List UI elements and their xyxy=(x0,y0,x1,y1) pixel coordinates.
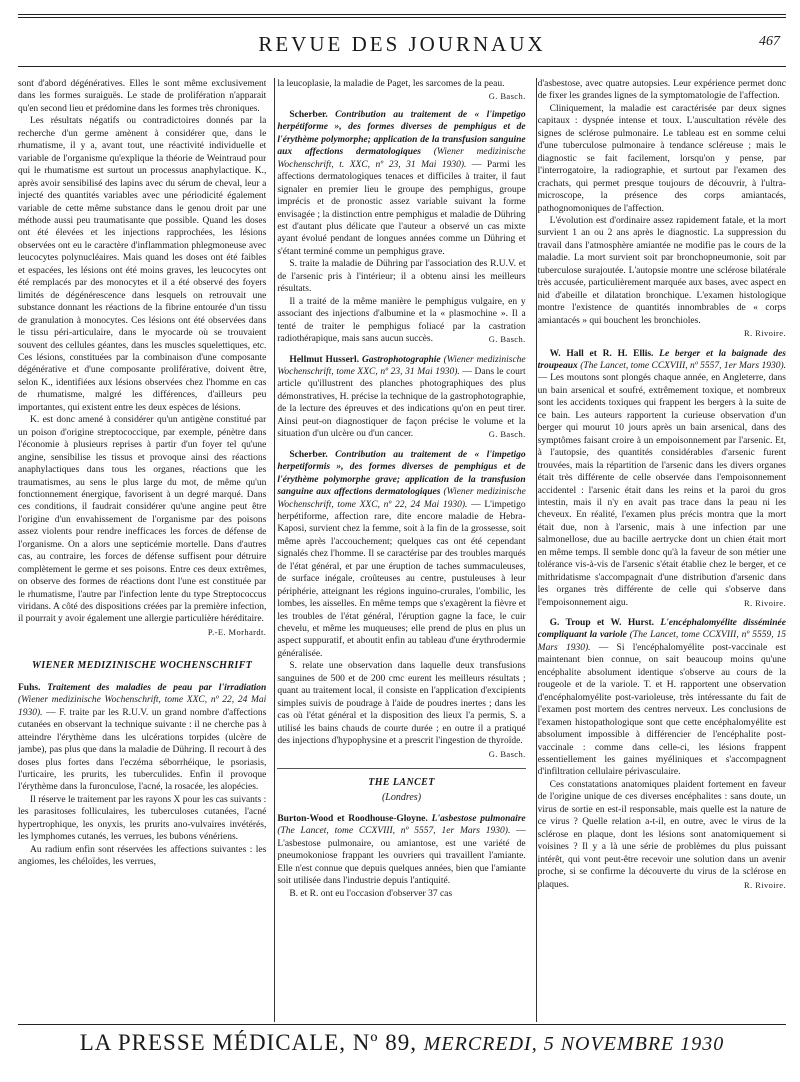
page-header-title: REVUE DES JOURNAUX xyxy=(258,32,546,56)
article-scherber-2 xyxy=(277,449,525,661)
article-source: (Wiener medizinische Wochenschrift, tome XXC, nº 22, 24 Mai 1930). xyxy=(18,695,267,718)
paragraph: sont d'abord dégénératives. Elles le sont même exclusivement dans les formes suraiguës. Le stade de prolifération n'apparait qu'en second lieu et prédomine dans les formes très chroniques. xyxy=(18,79,267,114)
paragraph: K. est donc amené à considérer qu'un antigène constitué par un poison d'origine streptococcique, par exemple, pénètre dans l'économie à plusieurs reprises à partir d'un foyer tel qu'une angine, sensibilise les tissus et provoque ainsi des réactions anaphylactiques dans tous les organes, réactions que les traumatismes, au sens le plus large du mot, de même qu'un fonctionnement énergique, favorisent à un degré marqué. Dans ces conditions, il faudrait considérer qu'une angine peut être l'origine d'un envahissement de l'organisme par des poisons assez violents pour rendre inefficaces les forces de défense de l'organisme. On a alors une septicémie mortelle. Dans d'autres cas, au contraire, les forces de défense suffisent pour détruire complètement le germe et ses poisons. Entre ces deux extrêmes, on observe des formes de réactions dont l'une est constituée par le rhumatisme, l'autre par l'infection lente du type Streptococcus viridans. A côté des dispositions créées par la première infection, il pourrait y avoir également une allergie particulière héréditaire. xyxy=(18,415,267,625)
signature: R. Rivoire. xyxy=(744,879,786,890)
top-rule-inner xyxy=(18,17,786,18)
column-1 xyxy=(18,78,266,1022)
paragraph-text: la leucoplasie, la maladie de Paget, les sarcomes de la peau. xyxy=(277,79,505,89)
article-source: (The Lancet, tome CCXVIII, nº 5557, 1er Mars 1930). xyxy=(277,826,511,837)
page-footer xyxy=(18,1030,786,1056)
paragraph: B. et R. ont eu l'occasion d'observer 37 cas xyxy=(289,888,453,899)
article-text: — Si l'encéphalomyélite post-vaccinale est maintenant bien connue, on sait beaucoup moins qu'une encéphalite absolument identique s'observe au cours de la rougeole et de la variole. T. et H. rapportent une observation d'encéphalomyélite post-varioleuse, très intéressante du fait de l'examen post mortem des centres nerveux. Les conclusions de l'examen histopathologique sont que cette encéphalomyélite est absolument impossible à différencier de l'encéphalite post-vaccinale : comme dans celle-ci, les lésions frappent essentiellement les gaines myéliniques et s'accompagnent d'infiltration cellulaire périvasculaire. xyxy=(537,642,786,778)
article-hall-ellis xyxy=(538,348,786,610)
section-divider xyxy=(277,768,525,769)
article-husserl xyxy=(277,354,525,441)
signature: R. Rivoire. xyxy=(744,597,786,608)
paragraph xyxy=(277,660,526,759)
signature: G. Basch. xyxy=(488,429,526,440)
paragraph: Cliniquement, la maladie est caractérisée par deux signes capitaux : dyspnée intense et toux. L'auscultation révèle des signes de sclérose pulmonaire. Le tableau est en somme celui d'une tuberculose pulmonaire à tendance scléreuse ; mais le diagnostic se fait facilement, lorsqu'on y pense, par l'interrogatoire, la radiographie, et surtout par l'examen des crachats, qui permet presque toujours de découvrir, à l'ultra-microscope, la présence des corps amiantacés, pathognomoniques de l'affection. xyxy=(537,103,786,214)
article-source: (Wiener medizinische Wochenschrift, tome XXC, nº 22, 24 Mai 1930). xyxy=(277,487,526,510)
columns xyxy=(18,78,786,1022)
article-text: — Les moutons sont plongés chaque année, en Angleterre, dans un bain arsenical et soufré, extrêmement toxique, et nombreux sont les accidents toxiques qui frappent les bergers à la suite de ce bain. Les auteurs rapportent la curieuse observation d'un berger qui mourut 10 jours après un bain arsenical, dans des symptômes faisant croire à un empoisonnement par l'arsenic. Et, à l'autopsie, des quantités considérables d'arsenic furent trouvées, mais la répartition de l'arsenic dans les divers organes était très différente de celle observée dans l'empoisonnement accidentel : l'arsenic était dans les reins et la paroi du gros intestin, mais il n'y en avait pas trace dans la peau ni les cheveux. En réalité, l'examen plus précis montra que la mort était due, non à l'arsenic, mais à une infection par une salmonellose, due au bacille aertrycke dont un chien était mort en même temps. Il semble donc qu'à la faveur de son métier une tolérance vis-à-vis de l'arsenic s'était établie chez le berger, et ce mithridatisme s'accompagnait d'une distribution d'arsenic dans les organes très différente de celle qui s'observe dans l'empoisonnement aigu. xyxy=(537,373,786,608)
paragraph: d'asbestose, avec quatre autopsies. Leur expérience permet donc de fixer les grandes lignes de la symptomatologie de l'affection. xyxy=(537,79,786,102)
column-2 xyxy=(277,78,525,1022)
article-text: — Parmi les affections dermatologiques tenaces et difficiles à traiter, il faut signaler en premier lieu le groupe des pemphigus, groupe imprécis et de pronostic assez variable suivant la forme envisagée ; la distinction entre pemphigus et maladie de Dühring est d'autant plus délicate que l'auteur a observé un cas mixte ayant évolué pendant de longues années comme un Dühring et s'étant terminé comme un pemphigus grave. xyxy=(277,159,526,257)
article-author: Burton-Wood et Roodhouse-Gloyne. xyxy=(277,813,428,824)
signature: P.-E. Morhardt. xyxy=(207,626,267,637)
footer-date: MERCREDI, 5 NOVEMBRE 1930 xyxy=(423,1033,725,1055)
article-text: — L'asbestose pulmonaire, ou amiantose, est une variété de pneumokoniose frappant les ouvriers qui travaillent l'amiante. Elle n'est connue que depuis quelques années, bien que l'amiante soit utilisée dans l'industrie depuis l'antiquité. xyxy=(277,826,526,887)
paragraph: L'évolution est d'ordinaire assez rapidement fatale, et la mort survient 1 an ou 2 ans après le diagnostic. La suppression du travail dans l'atmosphère amiantée ne modifie pas le cours de la maladie. La mort survient soit par bronchopneumonie, soit par tuberculose surajoutée. L'autopsie montre une sclérose bilatérale très accusée, particulièrement marquée aux bases, avec aspect en nid d'abeille et dilatation bronchique. L'examen histologique montre l'existence de quantités innombrables de « corps amiantacés » qui bouchent les bronchioles. xyxy=(537,215,786,326)
article-text: — Dans le court article qu'illustrent des planches photographiques des plus démonstratives, H. précise la technique de la gastrophotographie, de la lecture des épreuves et des indications qu'on en peut tirer. Ainsi peut-on diagnostiquer de façon précise le volume et la situation d'un ulcère ou d'un cancer. xyxy=(277,366,526,440)
article-author: Hellmut Husserl. xyxy=(289,354,360,365)
article-title: Le berger et la baignade des troupeaux xyxy=(537,348,786,371)
paragraph xyxy=(277,78,526,102)
article-title: Contribution au traitement de « l'impetigo herpetiformis », des formes diverses de pemphigus et de l'érythème polymorphe grave; application de la transfusion sanguine aux affections dermatologiques xyxy=(277,449,526,498)
article-source: (Wiener medizinische Wochenschrift, t. XXC, nº 23, 31 Mai 1930). xyxy=(277,147,526,170)
article-author: Fuhs. xyxy=(18,682,41,693)
article-title: L'encéphalomyélite disséminée compliquant la variole xyxy=(537,618,786,641)
footer-journal: LA PRESSE MÉDICALE, Nº 89, xyxy=(79,1030,417,1055)
paragraph: Il réserve le traitement par les rayons X pour les cas suivants : les parasitoses folliculaires, les tuberculoses cutanées, l'acné hypertrophique, les onyxis, les prurits ano-vulvaires invétérés, les lymphomes cutanés, les verrues, les bubons vénériens. xyxy=(18,794,267,843)
article-author: Scherber. xyxy=(289,449,328,460)
article-source: (Wiener medizinische Wochenschrift, tome XXC, nº 23, 31 Mai 1930). xyxy=(277,354,526,377)
article-fuhs xyxy=(18,682,266,794)
signature: R. Rivoire. xyxy=(744,328,786,339)
paragraph: Les résultats négatifs ou contradictoires donnés par la recherche d'un germe amènent à considérer que, dans le rhumatisme, il y a, avant tout, une réactivité individuelle et variable de l'organisme qu'explique la théorie de Weintraud pour qui le rhumatisme est surtout un processus anaphylactique. K., après avoir sensibilisé des lapins avec du sérum de cheval, leur a injecté des quantités variables avec une périodicité également variable de cette même substance dans le genou droit par une méthode aussi peu traumatisante que possible. Quand les doses ont été élevées et les injections rapprochées, les lésions observées ont eu le caractère d'inflammation phlegmoneuse avec leucocytes polynucléaires. Mais quand les doses ont été faibles et espacées, les lésions ont été moins graves, les leucocytes ont été remplacés par des monocytes et il a été observé des foyers limités de dégénérescence dans lesquels on retrouvait une substance donnant les réactions de la fibrine entourée d'un tissu de granulation à monocytes. Ces lésions ont été observées dans le tissu péri-articulaire, dans le myocarde où se trouvaient souvent des cellules géantes, dans les muscles squelettiques, etc. Ces lésions, constituées par la combinaison d'une composante dégénérative et d'une composante proliférative, doivent être, selon K., identifiées aux lésions observées chez l'homme en cas de rhumatisme, malgré les différences, d'ailleurs peu importantes, qui existent entre les deux espèces de lésions. xyxy=(18,116,267,413)
article-title: Contribution au traitement de « l'impetigo herpétiforme », des formes diverses de pemphigus et de l'érythème polymorphe; application de la transfusion sanguine aux affections dermatologiques xyxy=(277,109,526,158)
footer-rule xyxy=(18,1024,786,1025)
article-source: (The Lancet, tome CCXVIII, nº 5557, 1er Mars 1930). xyxy=(580,360,786,371)
signature: G. Basch. xyxy=(488,91,526,102)
paragraph xyxy=(277,296,525,346)
section-subheading: (Londres) xyxy=(381,792,422,804)
paragraph: Au radium enfin sont réservées les affections suivantes : les angiomes, les chéloïdes, les verrues, xyxy=(18,844,267,868)
section-heading: THE LANCET xyxy=(368,777,435,789)
article-troup-hurst xyxy=(538,617,786,779)
header-rule xyxy=(18,66,786,67)
article-author: G. Troup et W. Hurst. xyxy=(549,618,654,629)
page-number: 467 xyxy=(759,34,780,49)
column-3 xyxy=(538,78,786,1022)
article-title: L'asbestose pulmonaire xyxy=(431,813,526,824)
signature: G. Basch. xyxy=(488,334,526,345)
article-author: W. Hall et R. H. Ellis. xyxy=(549,348,654,359)
article-text: — F. traite par les R.U.V. un grand nombre d'affections cutanées en observant la technique suivante : il ne cherche pas à atteindre l'érythème dans les ulcérations torpides (ulcère de jambe), pas plus que dans la maladie de Dühring. Il recourt à des doses plus fortes dans l'eczéma séborrhéique, le psoriasis, l'urticaire, les prurits, les tuberculides. Enfin il provoque l'érythème dans la furonculose, l'acné, la rosacée, les alopécies. xyxy=(18,707,267,793)
journal-page xyxy=(18,10,786,1072)
paragraph-text: S. relate une observation dans laquelle deux transfusions sanguines de 500 et de 200 cmc eurent les meilleurs résultats ; quant au traitement local, il consiste en l'application d'excipients simples suivis de poudrage à l'aide de poudres inertes ; dans les cas où l'état général et la disposition des lieux l'a permis, S. a utilisé les bains chauds de courte durée ; en outre il a pratiqué des injections d'hypophysine et a prescrit l'ingestion de thyroïde. xyxy=(277,661,526,747)
paragraph-text: Il a traité de la même manière le pemphigus vulgaire, en y associant des injections d'albumine et la « plasmochine ». Il a tenté de traiter le pemphigus foliacé par la castration radiothérapique, mais sans aucun succès. xyxy=(277,296,526,345)
article-title: Traitement des maladies de peau par l'irradiation xyxy=(47,682,267,693)
paragraph-text: Ces constatations anatomiques plaident fortement en faveur de l'origine unique de ces diverses encéphalites : sans doute, un virus de sortie en est-il responsable, mais quelle est la nature de ce virus ? Quelle relation a-t-il, en outre, avec le virus de la sclérose en plaque, dont les lésions sont anatomiquement si voisines ? Il y a là une série de problèmes du plus puissant intérêt, qui vont peut-être recevoir une solution dans un avenir proche, si se confirme la découverte du virus de la sclérose en plaques. xyxy=(537,779,786,890)
paragraph xyxy=(538,779,786,891)
article-author: Scherber. xyxy=(289,109,328,120)
paragraph: S. traite la maladie de Dühring par l'association des R.U.V. et de l'arsenic pris à l'intérieur; il a obtenu ainsi les meilleurs résultats. xyxy=(277,259,526,295)
article-title: Gastrophotographie xyxy=(361,354,441,365)
top-rule-outer xyxy=(18,14,786,15)
section-heading: WIENER MEDIZINISCHE WOCHENSCHRIFT xyxy=(32,660,253,672)
article-scherber-1 xyxy=(277,109,525,258)
article-burton-wood xyxy=(277,813,525,888)
signature: G. Basch. xyxy=(488,748,526,759)
article-source: (The Lancet, tome CCXVIII, nº 5559, 15 Mars 1930). xyxy=(537,630,786,653)
article-text: — L'impetigo herpétiforme, affection rare, dite encore maladie de Hebra-Kaposi, survient chez la femme, soit à la fin de la grossesse, soit même après l'accouchement; quelques cas ont été cependant signalés chez l'homme. Il se caractérise par des troubles marqués de l'état général, et par une éruption de taches summaculeuses, de surface inégale, croûteuses au centre, pustuleuses à leur périphérie, atteignant les régions inguino-crurales, l'ombilic, les lombes, les aisselles. En même temps que s'exagèrent la fièvre et les troubles de l'état général, l'éruption gagne la face, le cuir chevelu, et même les muqueuses; elle prend de plus en plus un aspect suppuratif, et aboutit enfin au tableau d'une érythrodermie généralisée. xyxy=(277,499,526,659)
